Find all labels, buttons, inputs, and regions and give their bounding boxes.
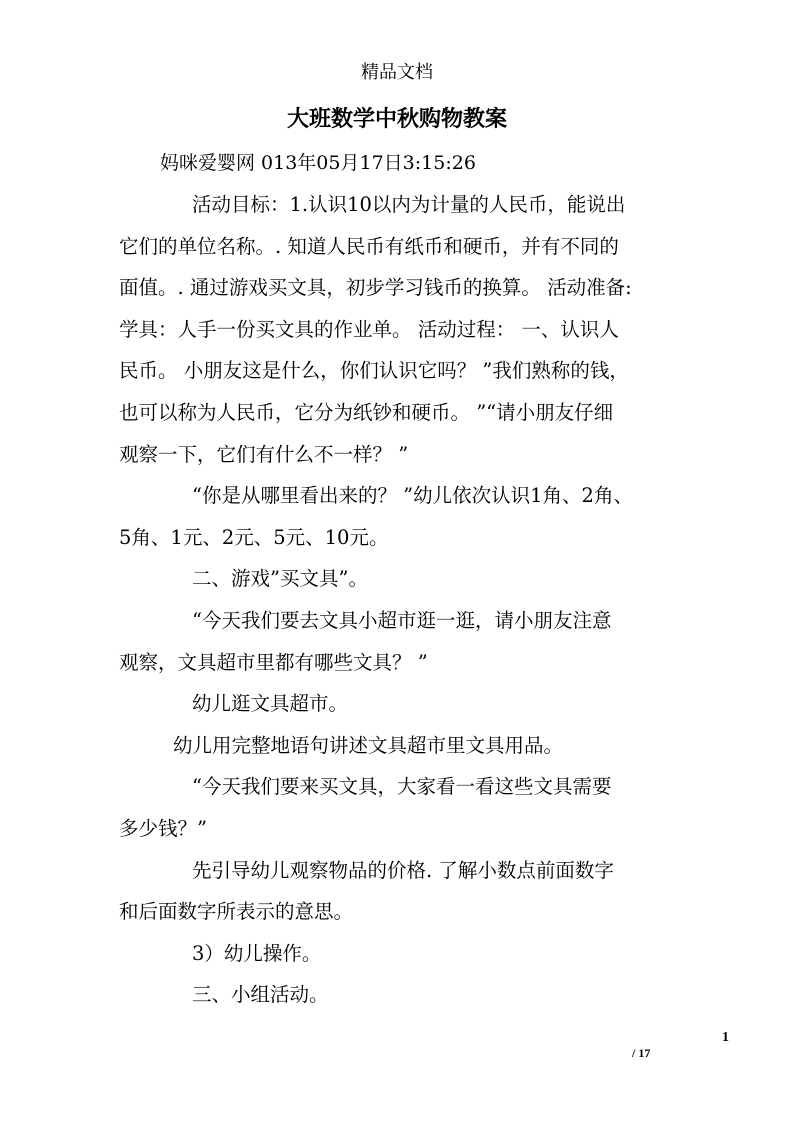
byline: 妈咪爱婴网 013年05月17日3:15:26 (160, 152, 476, 174)
paragraph-line: 观察，文具超市里都有哪些文具？ ” (119, 650, 428, 674)
paragraph-line: 二、游戏”买文具”。 (192, 567, 368, 591)
document-title: 大班数学中秋购物教案 (286, 106, 507, 132)
paragraph-line: 观察一下，它们有什么不一样？ ” (119, 442, 409, 466)
paragraph-line: 幼儿逛文具超市。 (192, 692, 349, 716)
paragraph-line: “你是从哪里看出来的？ ”幼儿依次认识1角、2角、 (192, 484, 633, 508)
paragraph-line: “今天我们要来买文具，大家看一看这些文具需要 (192, 775, 612, 799)
paragraph-line: 也可以称为人民币，它分为纸钞和硬币。 ”“请小朋友仔细 (119, 400, 614, 424)
page-number: 1 (722, 1030, 729, 1045)
paragraph-line: 学具：人手一份买文具的作业单。 活动过程： 一、认识人 (119, 317, 619, 341)
paragraph-line: 幼儿用完整地语句讲述文具超市里文具用品。 (173, 733, 564, 757)
paragraph-line: 5角、1元、2元、5元、10元。 (119, 525, 389, 549)
paragraph-line: 它们的单位名称。. 知道人民币有纸币和硬币，并有不同的 (119, 234, 619, 258)
paragraph-line: 先引导幼儿观察物品的价格. 了解小数点前面数字 (192, 858, 614, 882)
document-header: 精品文档 (361, 62, 433, 83)
paragraph-line: 面值。. 通过游戏买文具，初步学习钱币的换算。 活动准备: (119, 276, 632, 300)
paragraph-line: 和后面数字所表示的意思。 (119, 900, 354, 924)
page-total: / 17 (632, 1046, 651, 1060)
paragraph-line: “今天我们要去文具小超市逛一逛，请小朋友注意 (192, 608, 612, 632)
paragraph-line: 活动目标：1.认识10以内为计量的人民币，能说出 (192, 193, 626, 216)
paragraph-line: 民币。 小朋友这是什么，你们认识它吗？ ”我们熟称的钱， (119, 359, 629, 383)
paragraph-line: 3）幼儿操作。 (192, 941, 322, 965)
document-body (119, 184, 675, 1016)
paragraph-line: 多少钱？” (119, 816, 207, 840)
paragraph-line: 三、小组活动。 (192, 983, 329, 1007)
